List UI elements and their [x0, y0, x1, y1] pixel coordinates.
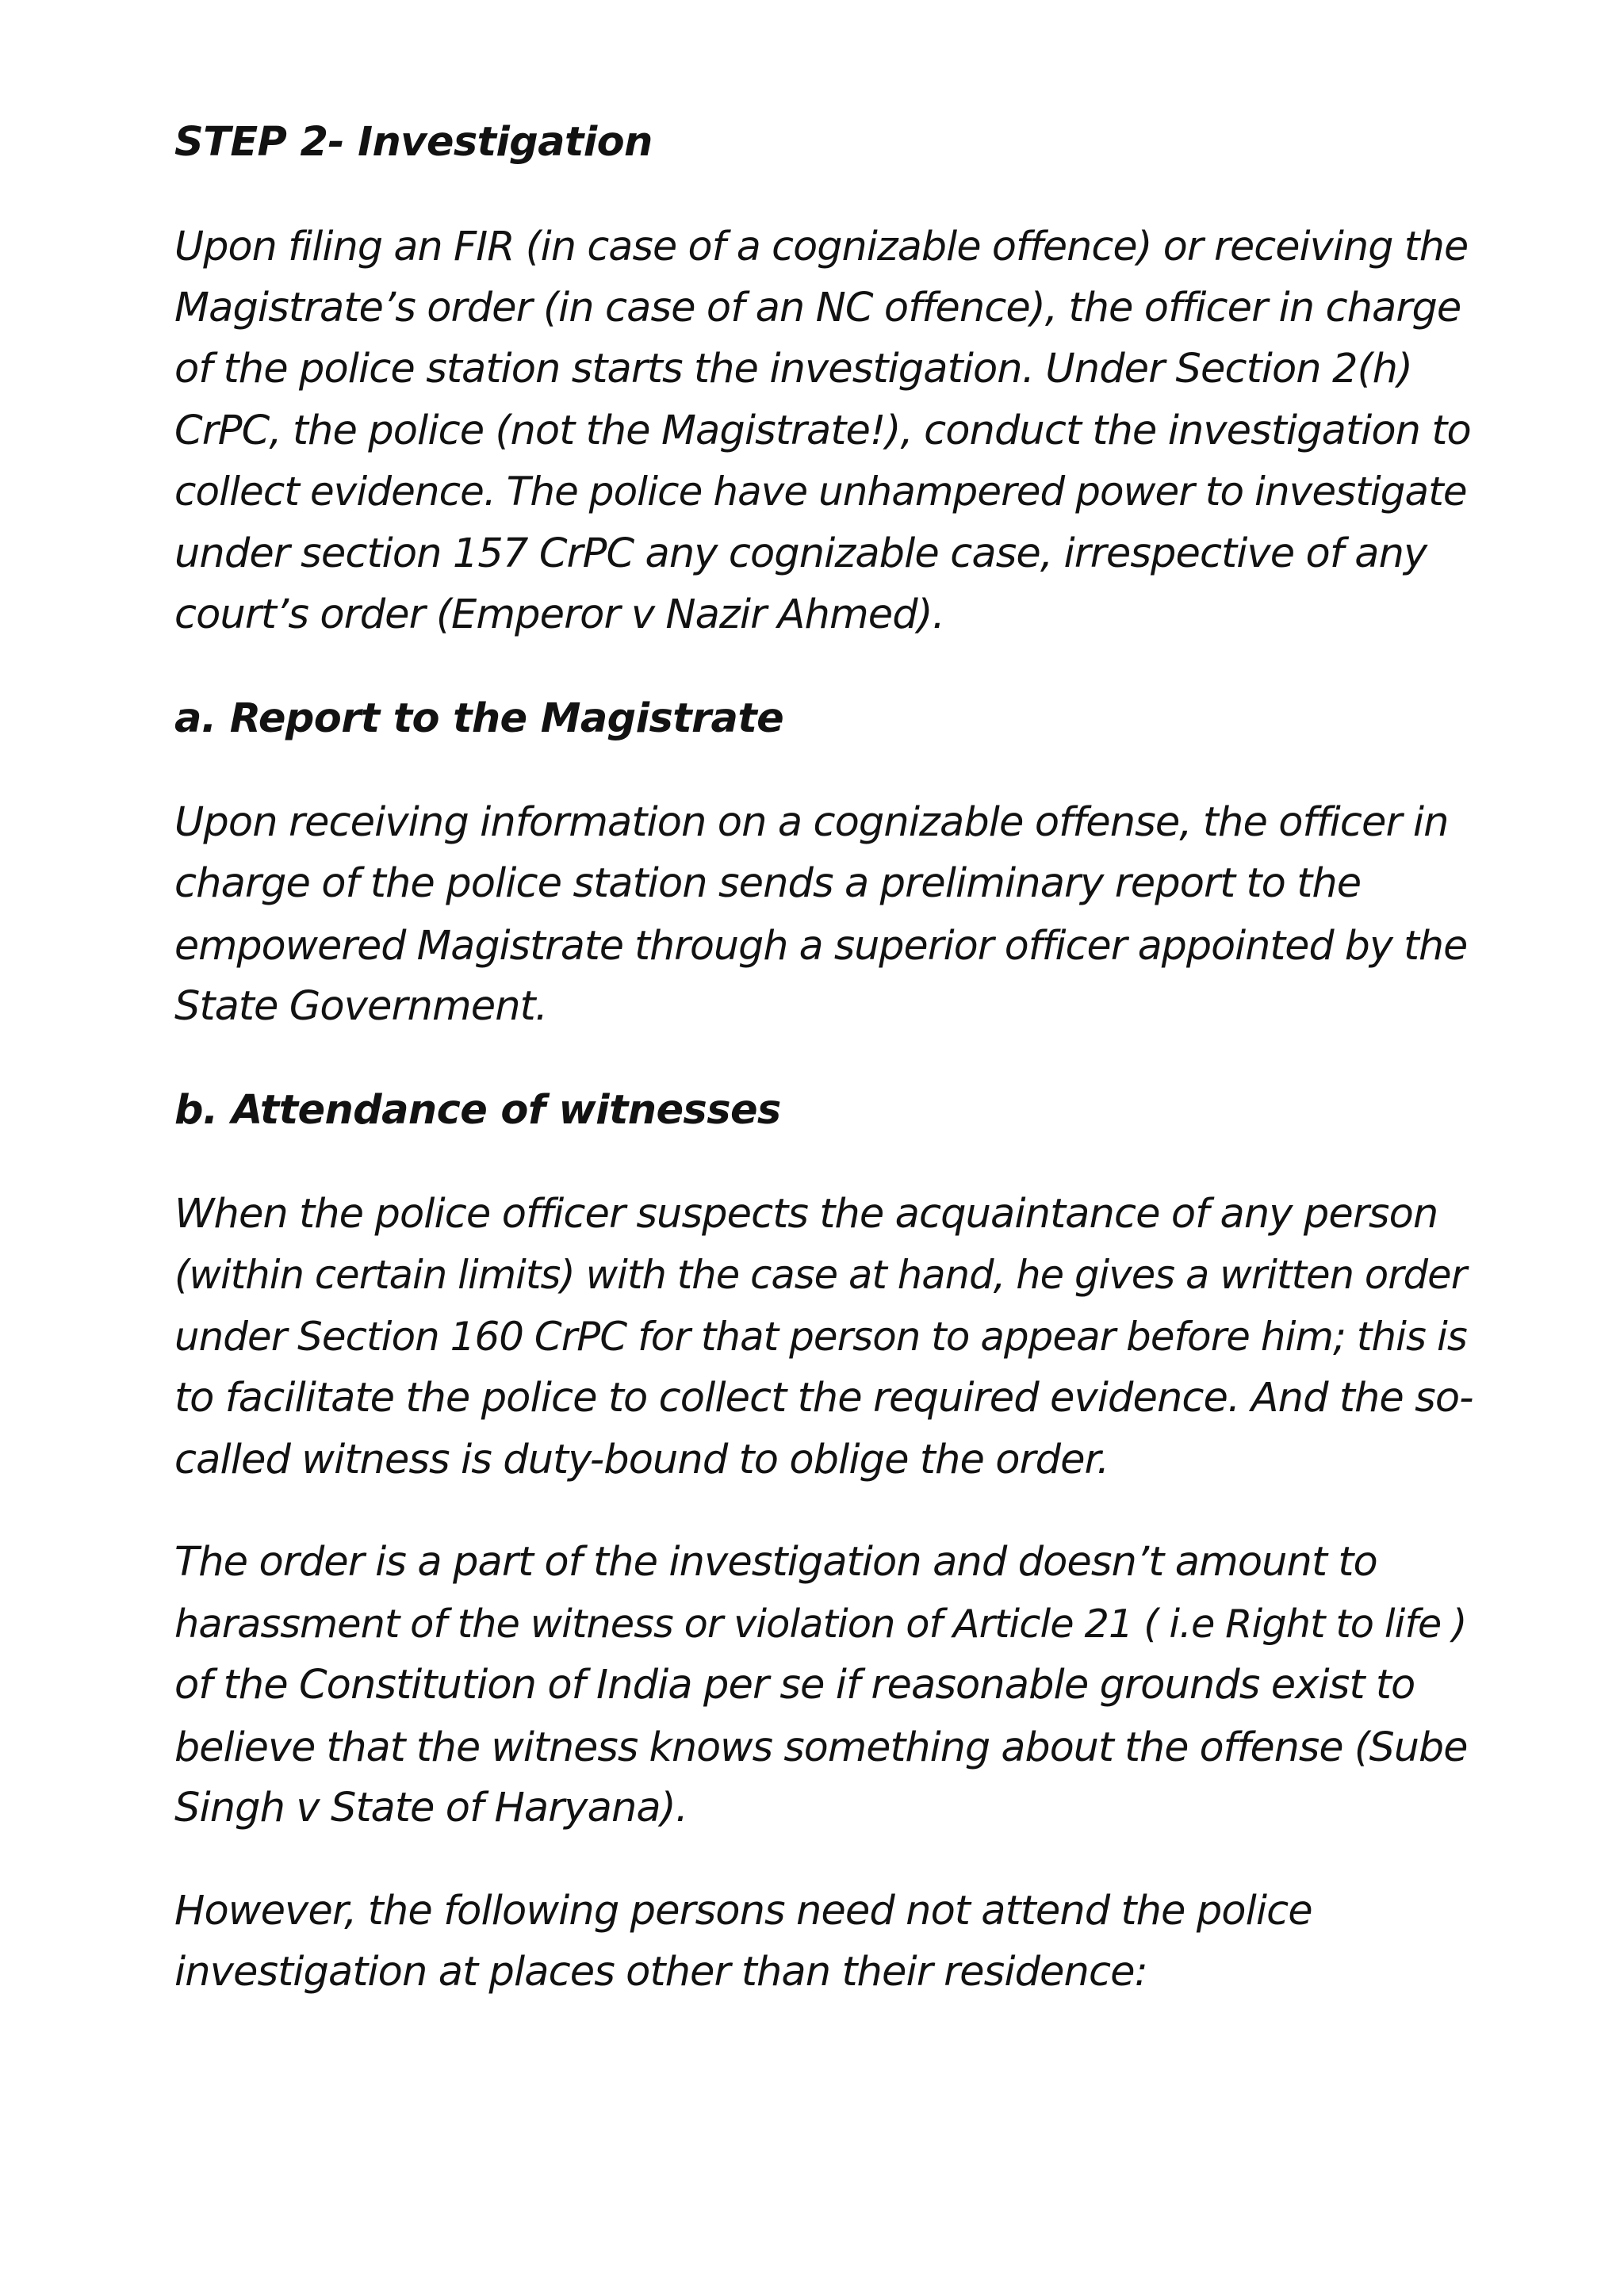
heading-report-to-magistrate: a. Report to the Magistrate [174, 695, 784, 742]
text-line: Singh v State of Haryana). [174, 1785, 688, 1831]
text-line: State Government. [174, 983, 548, 1030]
text-line: Upon filing an FIR (in case of a cognizable offence) or receiving the [174, 223, 1469, 270]
text-line: Magistrate’s order (in case of an NC offence), the officer in charge [174, 284, 1461, 331]
text-line: court’s order (Emperor v Nazir Ahmed). [174, 591, 944, 638]
text-line: The order is a part of the investigation and doesn’t amount to [174, 1539, 1377, 1586]
text-line: Upon receiving information on a cognizable offense, the officer in [174, 798, 1449, 846]
text-line: investigation at places other than their residence: [174, 1949, 1147, 1996]
text-line: empowered Magistrate through a superior officer appointed by the [174, 921, 1468, 969]
paragraph-investigation [174, 216, 1475, 646]
paragraph-article-21 [174, 1532, 1475, 1839]
text-line: of the Constitution of India per se if reasonable grounds exist to [174, 1662, 1415, 1709]
paragraph-witness-order [174, 1184, 1475, 1491]
text-line: harassment of the witness or violation of Article 21 ( i.e Right to life ) [174, 1600, 1467, 1647]
document-page [174, 111, 1475, 2003]
heading-attendance-of-witnesses: b. Attendance of witnesses [174, 1086, 781, 1134]
text-line: When the police officer suspects the acquaintance of any person [174, 1190, 1438, 1238]
text-line: under section 157 CrPC any cognizable case, irrespective of any [174, 530, 1427, 577]
text-line: under Section 160 CrPC for that person to appear before him; this is [174, 1313, 1467, 1360]
text-line: of the police station starts the investigation. Under Section 2(h) [174, 346, 1412, 392]
text-line: called witness is duty-bound to oblige the order. [174, 1436, 1109, 1483]
text-line: charge of the police station sends a preliminary report to the [174, 860, 1362, 907]
paragraph-exempt-persons [174, 1881, 1475, 2003]
text-line: However, the following persons need not attend the police [174, 1887, 1312, 1934]
text-line: (within certain limits) with the case at hand, he gives a written order [174, 1252, 1467, 1298]
paragraph-report [174, 792, 1475, 1038]
text-line: CrPC, the police (not the Magistrate!), conduct the investigation to [174, 407, 1471, 454]
text-line: believe that the witness knows something about the offense (Sube [174, 1723, 1468, 1770]
text-line: collect evidence. The police have unhampered power to investigate [174, 469, 1467, 515]
text-line: to facilitate the police to collect the required evidence. And the so- [174, 1375, 1473, 1422]
heading-step-2-investigation: STEP 2- Investigation [174, 119, 653, 166]
